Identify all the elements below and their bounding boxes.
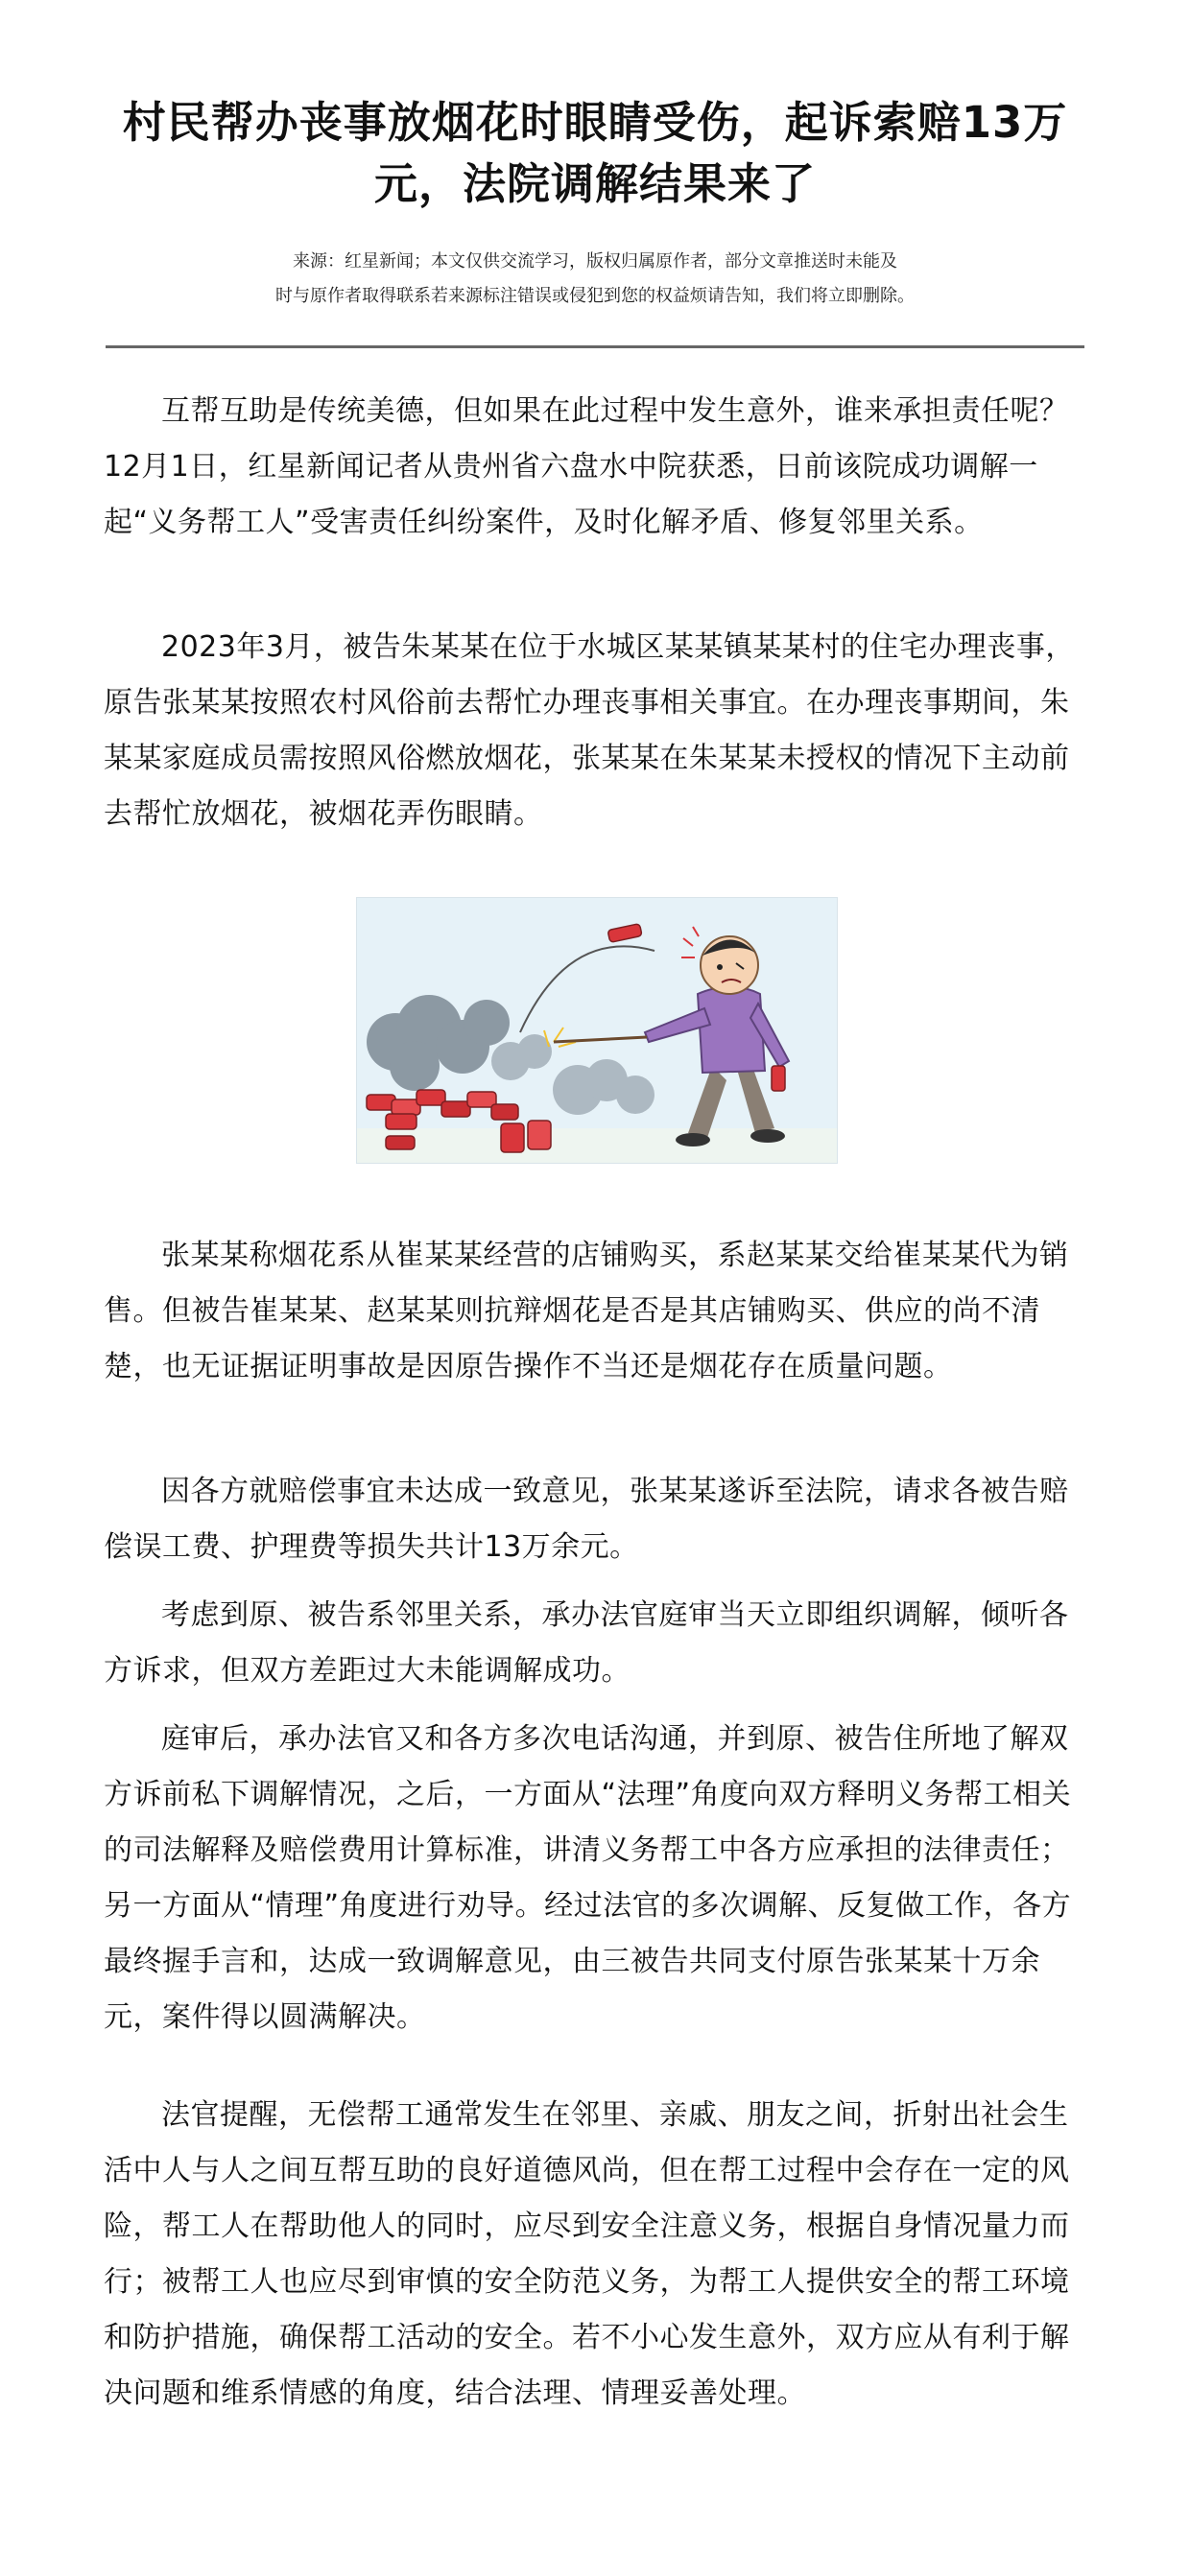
illustration <box>356 897 838 1164</box>
paragraph-defense: 张某某称烟花系从崔某某经营的店铺购买，系赵某某交给崔某某代为销售。但被告崔某某、赵某某则抗辩烟花是否是其店铺购买、供应的尚不清楚，也无证据证明事故是因原告操作不当还是烟花存在质量问题。 <box>104 1239 1069 1383</box>
source-notice-line: 时与原作者取得联系若来源标注错误或侵犯到您的权益烦请告知，我们将立即删除。 <box>275 286 915 306</box>
source-notice <box>106 245 1084 314</box>
source-notice-line: 来源：红星新闻；本文仅供交流学习，版权归属原作者，部分文章推送时未能及 <box>293 251 897 272</box>
paragraph-intro: 互帮互助是传统美德，但如果在此过程中发生意外，谁来承担责任呢？12月1日，红星新闻记者从贵州省六盘水中院获悉，日前该院成功调解一起“义务帮工人”受害责任纠纷案件，及时化解矛盾、修复邻里关系。 <box>104 394 1069 539</box>
header-divider <box>106 345 1084 348</box>
paragraph-resolution: 庭审后，承办法官又和各方多次电话沟通，并到原、被告住所地了解双方诉前私下调解情况，之后，一方面从“法理”角度向双方释明义务帮工相关的司法解释及赔偿费用计算标准，讲清义务帮工中各方应承担的法律责任；另一方面从“情理”角度进行劝导。经过法官的多次调解、反复做工作，各方最终握手言和，达成一致调解意见，由三被告共同支付原告张某某十万余元，案件得以圆满解决。 <box>104 1722 1072 2034</box>
paragraph-lawsuit: 因各方就赔偿事宜未达成一致意见，张某某遂诉至法院，请求各被告赔偿误工费、护理费等损失共计13万余元。 <box>104 1475 1069 1564</box>
paragraph-judge-reminder: 法官提醒，无偿帮工通常发生在邻里、亲戚、朋友之间，折射出社会生活中人与人之间互帮互助的良好道德风尚，但在帮工过程中会存在一定的风险，帮工人在帮助他人的同时，应尽到安全注意义务，根据自身情况量力而行；被帮工人也应尽到审慎的安全防范义务，为帮工人提供安全的帮工环境和防护措施，确保帮工活动的安全。若不小心发生意外，双方应从有利于解决问题和维系情感的角度，结合法理、情理妥善处理。 <box>104 2098 1070 2410</box>
paragraph-first-mediation: 考虑到原、被告系邻里关系，承办法官庭审当天立即组织调解，倾听各方诉求，但双方差距过大未能调解成功。 <box>104 1598 1069 1688</box>
article-title: 村民帮办丧事放烟花时眼睛受伤，起诉索赔13万元，法院调解结果来了 <box>122 97 1068 209</box>
paragraph-incident: 2023年3月，被告朱某某在位于水城区某某镇某某村的住宅办理丧事，原告张某某按照农村风俗前去帮忙办理丧事相关事宜。在办理丧事期间，朱某某家庭成员需按照风俗燃放烟花，张某某在朱某某未授权的情况下主动前去帮忙放烟花，被烟花弄伤眼睛。 <box>104 630 1075 831</box>
firework-injury-cartoon-icon <box>357 898 837 1163</box>
